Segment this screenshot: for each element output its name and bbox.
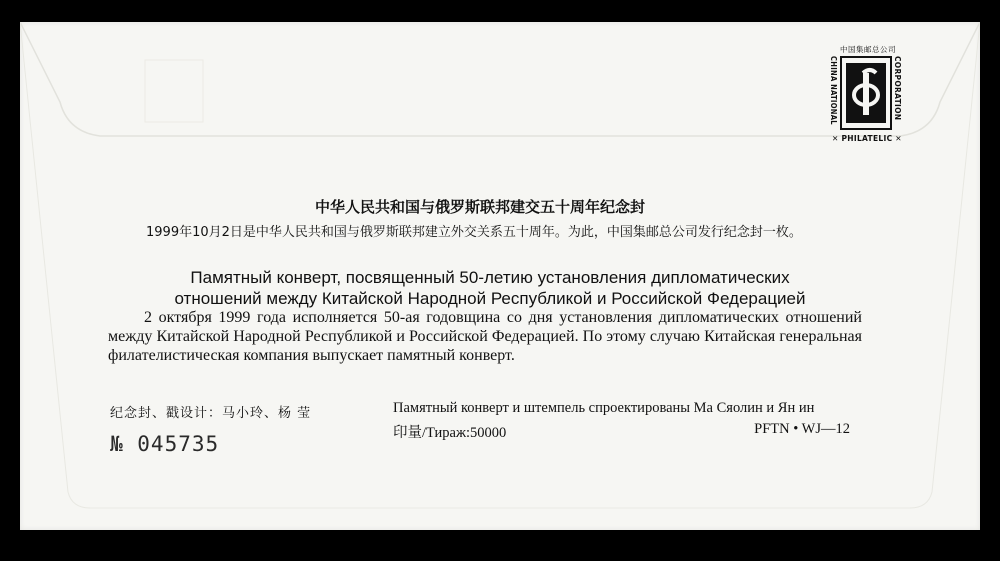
designer-chinese: 纪念封、戳设计：马小玲、杨 莹 (110, 406, 312, 421)
logo-chinese-text: 中国集邮总公司 (840, 45, 896, 54)
logo-emblem (840, 56, 892, 130)
catalog-number: PFTN • WJ—12 (754, 421, 850, 437)
china-philatelic-logo (826, 44, 910, 154)
print-run: 印量/Тираж:50000 (393, 425, 507, 441)
designer-russian: Памятный конверт и штемпель спроектированы Ма Сяолин и Ян ин (393, 400, 815, 416)
serial-number: № 045735 (110, 432, 220, 456)
phi-emblem-icon (846, 63, 886, 123)
logo-bottom-text: ✕ PHILATELIC ✕ (832, 134, 902, 143)
logo-right-text: CORPORATION (893, 56, 902, 121)
chinese-title: 中华人民共和国与俄罗斯联邦建交五十周年纪念封 (314, 198, 645, 216)
russian-body: 2 октября 1999 года исполняется 50-ая годовщина со дня установления дипломатических отношений между Китайской Народной Республикой и Российской Федерацией. По этому случаю Китайская генеральная филателистическая компания выпускает памятный конверт. (108, 309, 862, 364)
logo-left-text: CHINA NATIONAL (829, 56, 838, 125)
russian-title-line-1: Памятный конверт, посвященный 50-летию установления дипломатических (190, 268, 790, 287)
russian-title-line-2: отношений между Китайской Народной Республикой и Российской Федерацией (174, 289, 806, 308)
chinese-body: 1999年10月2日是中华人民共和国与俄罗斯联邦建立外交关系五十周年。为此，中国集邮总公司发行纪念封一枚。 (146, 225, 802, 240)
russian-title (140, 267, 840, 309)
